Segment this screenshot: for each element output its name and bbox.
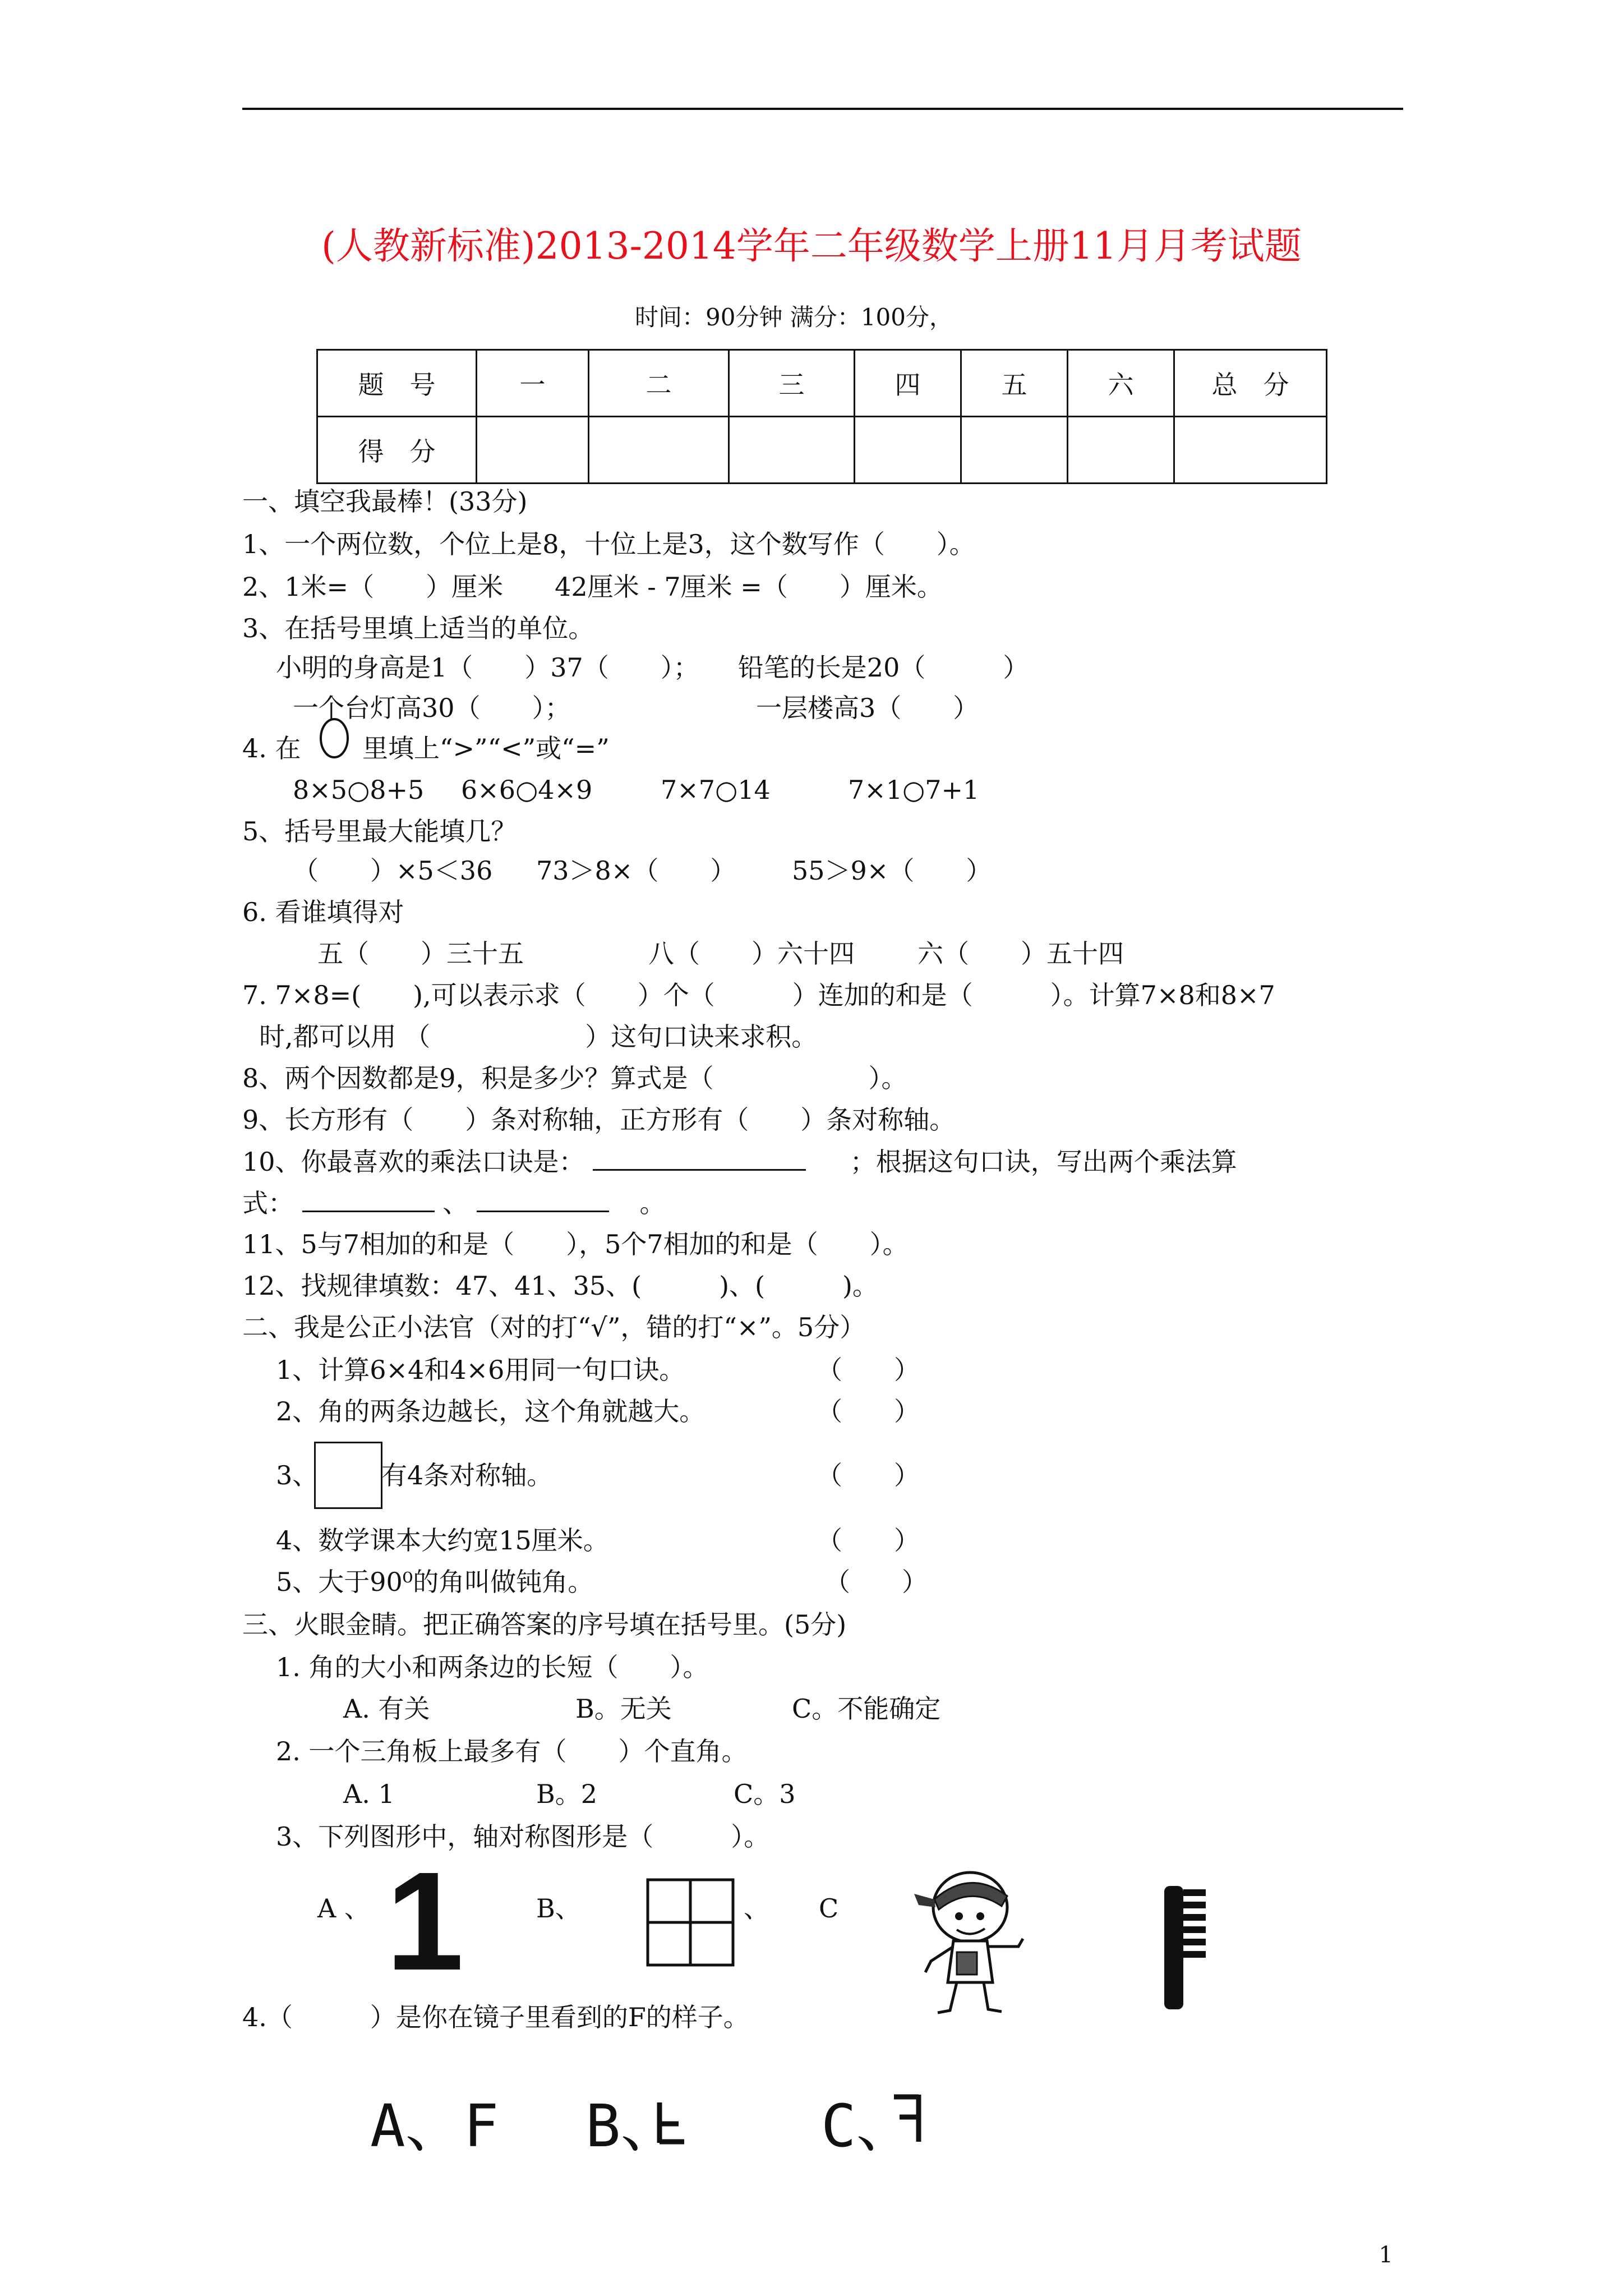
section3-heading: 三、火眼金睛。把正确答案的序号填在括号里。(5分) [242, 1609, 847, 1640]
score-header-cell: 四 [855, 350, 961, 417]
question-1-3-line-c: 一层楼高3（ ） [756, 693, 979, 723]
question-1-3: 3、在括号里填上适当的单位。 [242, 613, 594, 643]
choice-question-2: 2. 一个三角板上最多有（ ）个直角。 [276, 1736, 748, 1766]
question-1-1: 1、一个两位数，个位上是8，十位上是3，这个数写作（ ）。 [242, 529, 975, 559]
compare-item: 8×5○8+5 [293, 775, 425, 805]
page-number: 1 [1378, 2242, 1393, 2268]
question-1-4-text: 里填上“>”“<”或“=” [362, 733, 610, 763]
fill-item: 八（ ）六十四 [648, 938, 855, 969]
choice-question-1: 1. 角的大小和两条边的长短（ ）。 [276, 1652, 709, 1682]
figure-label-b: B、 [536, 1893, 581, 1924]
judge-answer-paren[interactable]: （ ） [817, 1396, 920, 1427]
question-1-10-b-prefix: 式： [242, 1188, 294, 1218]
choice-option: C。3 [734, 1779, 796, 1809]
fill-item: 六（ ）五十四 [917, 938, 1124, 969]
mirror-f-reversed-icon [892, 2091, 924, 2144]
mirror-option-b-label: B、 [585, 2092, 679, 2160]
window-grid-figure [646, 1878, 735, 1967]
judge-item-text: 2、角的两条边越长，这个角就越大。 [276, 1396, 706, 1427]
score-header-cell: 一 [477, 350, 589, 417]
score-cell[interactable] [589, 417, 729, 484]
judge-answer-paren[interactable]: （ ） [817, 1525, 920, 1556]
separator-text: 、 [442, 1188, 469, 1218]
choice-option: B。2 [536, 1779, 598, 1809]
cartoon-character-figure [903, 1862, 1041, 2019]
choice-option: B。无关 [575, 1694, 672, 1724]
score-table [316, 349, 1327, 484]
page-title: (人教新标准)2013-2014学年二年级数学上册11月月考试题 [321, 224, 1302, 268]
question-1-6: 6. 看谁填得对 [242, 897, 404, 927]
comb-figure [1160, 1883, 1214, 2013]
score-cell[interactable] [477, 417, 589, 484]
score-header-cell: 六 [1068, 350, 1174, 417]
exam-time-info: 时间：90分钟 满分：100分， [635, 303, 953, 331]
header-rule [242, 108, 1403, 110]
section2-heading: 二、我是公正小法官（对的打“√”，错的打“×”。5分） [242, 1312, 866, 1342]
square-figure [314, 1442, 382, 1509]
period-text: 。 [639, 1188, 666, 1218]
score-cell[interactable] [729, 417, 855, 484]
judge-item-prefix: 3、 [276, 1460, 319, 1490]
question-1-3-line-b: 一个台灯高30（ ）； [293, 693, 571, 723]
question-1-10-line-a [242, 1144, 1237, 1179]
compare-item: 7×7○14 [661, 775, 771, 805]
choice-option: A. 1 [343, 1779, 395, 1809]
score-header-cell: 三 [729, 350, 855, 417]
score-cell[interactable] [1068, 417, 1174, 484]
digit-one-figure: 1 [386, 1843, 464, 1999]
score-cell[interactable] [855, 417, 961, 484]
figure-label-c: C [819, 1893, 839, 1924]
question-1-4-prefix: 4. 在 [242, 733, 301, 763]
judge-item-text: 5、大于90⁰的角叫做钝角。 [276, 1567, 594, 1597]
fill-item: （ ）×5＜36 [293, 855, 493, 886]
answer-blank[interactable] [477, 1186, 609, 1212]
compare-item: 6×6○4×9 [461, 775, 593, 805]
judge-answer-paren[interactable]: （ ） [817, 1460, 920, 1490]
score-header-cell: 题 号 [317, 350, 477, 417]
score-table-header-row [317, 350, 1327, 417]
judge-answer-paren[interactable]: （ ） [817, 1355, 920, 1385]
score-cell[interactable] [1174, 417, 1327, 484]
question-1-12: 12、找规律填数：47、41、35、( )、( )。 [242, 1271, 878, 1301]
fill-item: 73＞8×（ ） [536, 855, 736, 886]
score-header-cell: 总 分 [1174, 350, 1327, 417]
choice-question-3: 3、下列图形中，轴对称图形是（ ）。 [276, 1821, 770, 1852]
mirror-f-upside-down-icon [654, 2099, 686, 2145]
judge-item-text: 1、计算6×4和4×6用同一句口诀。 [276, 1355, 685, 1385]
score-header-cell: 二 [589, 350, 729, 417]
circle-blank-icon [317, 716, 351, 761]
answer-blank[interactable] [302, 1186, 435, 1212]
question-1-7-line-a: 7. 7×8=( ),可以表示求（ ）个（ ）连加的和是（ ）。计算7×8和8×7 [242, 980, 1275, 1010]
score-header-cell: 五 [961, 350, 1068, 417]
figure-label-a: A 、 [317, 1893, 370, 1924]
question-1-9: 9、长方形有（ ）条对称轴，正方形有（ ）条对称轴。 [242, 1105, 956, 1135]
question-1-8: 8、两个因数都是9，积是多少？算式是（ ）。 [242, 1063, 907, 1093]
figure-label-sep: 、 [744, 1893, 769, 1924]
question-1-10-prefix: 10、你最喜欢的乘法口诀是： [242, 1147, 585, 1177]
answer-blank[interactable] [593, 1144, 806, 1171]
fill-item: 五（ ）三十五 [317, 938, 524, 969]
section1-heading: 一、填空我最棒！(33分) [242, 486, 528, 517]
score-cell[interactable] [961, 417, 1068, 484]
score-table-score-row [317, 417, 1327, 484]
question-1-10-line-b [242, 1186, 666, 1220]
mirror-option-a: A、F [370, 2092, 499, 2160]
question-1-5: 5、括号里最大能填几？ [242, 816, 517, 846]
score-row-label: 得 分 [317, 417, 477, 484]
choice-option: A. 有关 [343, 1694, 430, 1724]
question-1-11: 11、5与7相加的和是（ ），5个7相加的和是（ ）。 [242, 1229, 909, 1259]
question-1-7-line-b: 时,都可以用 （ ）这句口诀来求积。 [259, 1022, 818, 1052]
judge-item-text: 有4条对称轴。 [381, 1460, 553, 1490]
mirror-option-c-label: C、 [821, 2092, 915, 2160]
question-1-10-suffix: ；根据这句口诀，写出两个乘法算 [850, 1147, 1237, 1177]
choice-question-4: 4.（ ）是你在镜子里看到的F的样子。 [242, 2002, 749, 2032]
compare-item: 7×1○7+1 [848, 775, 980, 805]
choice-option: C。不能确定 [792, 1694, 941, 1724]
question-1-3-line-a: 小明的身高是1（ ）37（ ）； 铅笔的长是20（ ） [276, 652, 1029, 683]
judge-answer-paren[interactable]: （ ） [824, 1567, 928, 1597]
judge-item-text: 4、数学课本大约宽15厘米。 [276, 1525, 609, 1556]
question-1-2: 2、1米=（ ）厘米 42厘米 - 7厘米 =（ ）厘米。 [242, 572, 943, 602]
fill-item: 55＞9×（ ） [792, 855, 992, 886]
